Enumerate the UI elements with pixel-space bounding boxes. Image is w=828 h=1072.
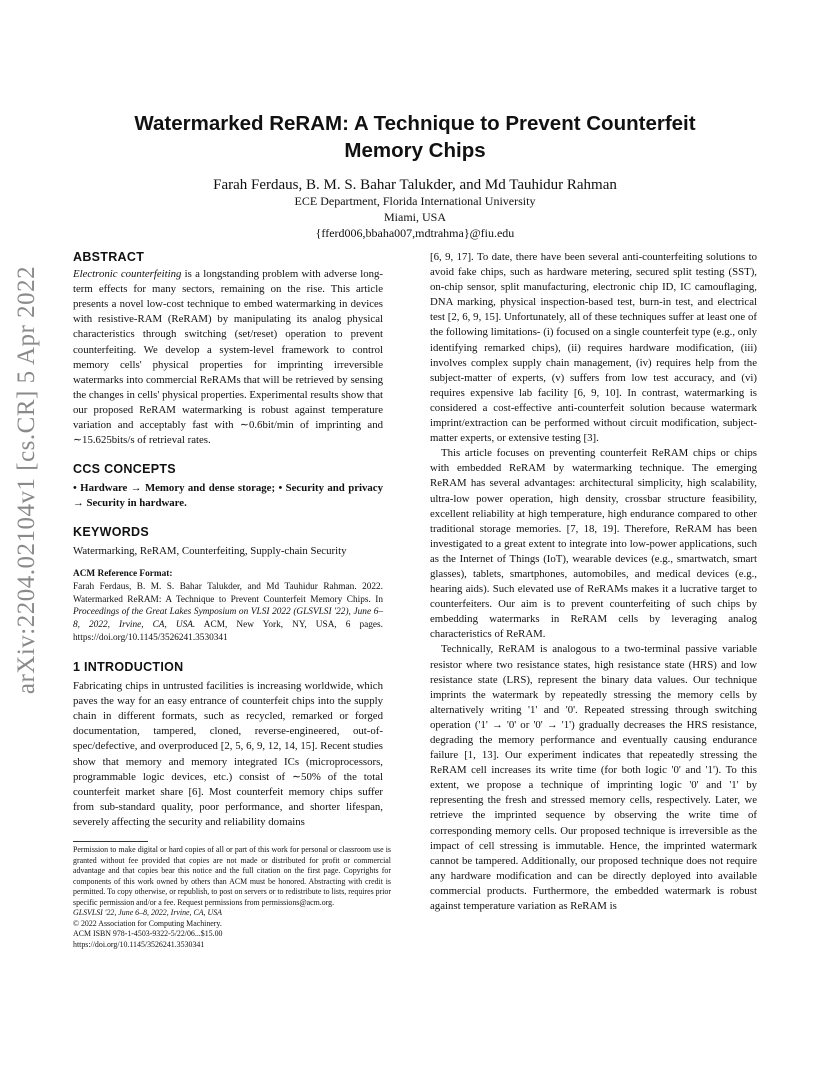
title-line-2: Memory Chips [344, 139, 486, 162]
footnote-isbn: ACM ISBN 978-1-4503-9322-5/22/06...$15.00 [73, 929, 223, 938]
paper-title [80, 110, 750, 164]
introduction-paragraph: Fabricating chips in untrusted facilities is increasing worldwide, which paves the way for an easy entrance of counterfeit chips into the supply chain in different formats, such as recycled, remarked or forged documentation, tampered, cloned, reverse-engineered, out-of-spec/defective, and overproduced [2, 5, 6, 9, 12, 14, 15]. Recent studies show that memory and memory integrated ICs (microprocessors, programmable logic devices, etc.) consist of ∼50% of the total counterfeit market share [6]. Most counterfeit memory chips suffer from sub-standard quality, poor performance, and shorter lifespan, severely affecting the security and reliability domains [73, 680, 383, 828]
ccs-text: • Hardware → Memory and dense storage; • Security and privacy → Security in hardware. [73, 482, 383, 510]
introduction-heading: 1 INTRODUCTION [73, 660, 184, 674]
acm-reference-venue: Proceedings of the Great Lakes Symposium on VLSI 2022 (GLSVLSI '22), June 6–8, 2022, Irvine, CA, USA. [73, 607, 383, 631]
keywords-heading: KEYWORDS [73, 525, 150, 539]
footnote-venue: GLSVLSI '22, June 6–8, 2022, Irvine, CA, USA [73, 908, 222, 917]
authors: Farah Ferdaus, B. M. S. Bahar Talukder, and Md Tauhidur Rahman [213, 177, 617, 193]
right-column [430, 250, 757, 914]
keywords-text: Watermarking, ReRAM, Counterfeiting, Supply-chain Security [73, 545, 347, 558]
acm-reference-heading: ACM Reference Format: [73, 569, 173, 579]
footnote-doi: https://doi.org/10.1145/3526241.3530341 [73, 939, 205, 949]
footnote-rule [73, 841, 148, 842]
acm-reference [73, 568, 383, 645]
footnote-copyright: © 2022 Association for Computing Machinery. [73, 918, 222, 928]
abstract-section [73, 250, 383, 448]
abstract-text: is a longstanding problem with adverse long-term effects for many sectors, remaining on the rise. This article presents a novel low-cost technique to embed watermarking in devices with resistive-RAM (ReRAM) by manipulating its analog physical characteristics through switching (set/reset) operation to prevent counterfeiting. We develop a system-level framework to control memory cells' physical properties for imprinting irreversible watermarks into commercial ReRAMs that will be retrieved by sensing the changes in cells' physical properties. Experimental results show that our proposed ReRAM watermarking is robust against temperature variation and acceptably fast with ∼0.6bit/min of imprinting and ∼15.625bits/s of retrieval rates. [73, 268, 383, 447]
right-paragraph-1: [6, 9, 17]. To date, there have been several anti-counterfeiting solutions to avoid fake chips, such as hardware metering, secured split testing (SST), on-chip sensor, split manufacturing, electronic chip ID, IC camouflaging, DNA marking, physical inspection-based test, burn-in test, and electrical test [2, 6, 9, 15]. Unfortunately, all of these techniques suffer at least one of the following limitations- (i) focused on a single counterfeit type (e.g., only identifying remarked chips), (ii) requires hardware modification, (iii) involves complex supply chain management, (iv) requires help from the subject-matter of experts, (v) suffers from low test accuracy, and (vi) requires expensive lab facility [6, 9, 10]. In contrast, watermarking is considered a cost-effective anti-counterfeit solution because watermark imprint/extraction can be performed without circuit modification, subject-matter experts, or extensive testing [3]. [430, 251, 757, 445]
keywords-section [73, 525, 383, 559]
email: {fferd006,bbaha007,mdtrahma}@fiu.edu [315, 226, 515, 240]
title-line-1: Watermarked ReRAM: A Technique to Prevent Counterfeit [134, 112, 696, 135]
acm-reference-text2: ACM, New York, NY, USA, 6 pages. https://doi.org/10.1145/3526241.3530341 [73, 620, 383, 643]
ccs-heading: CCS CONCEPTS [73, 462, 176, 476]
right-paragraph-3: Technically, ReRAM is analogous to a two-terminal passive variable resistor where two resistance states, high resistance state (HRS) and low resistance state (LRS), represent the binary data values. Our technique imprints the watermark by repeatedly stressing the memory cells by alternatively writing '1' and '0'. Repeated stressing through switching operation ('1' → '0' or '0' → '1') gradually decreases the HRS resistance, degrading the memory performance and eventually causing endurance failure [1, 13]. Our experiment indicates that repeatedly stressing the ReRAM cell increases its write time (for both logic '0' and '1'). To this extent, we propose a technique of imprinting logic '0' and '1' by representing the fresh and stressed memory cells, respectively. Later, we retrieve the imprinted sequence by observing the write time of corresponding memory cells. Our proposed technique is irreversible as the impact of cell stressing is immutable. Hence, the imprinted watermark cannot be tampered. Additionally, our proposed technique does not require any hardware modification and can be directly deployed into available commercial products. Furthermore, the embedded watermark is robust against temperature variation as ReRAM is [430, 643, 757, 913]
acm-reference-text1: Farah Ferdaus, B. M. S. Bahar Talukder, and Md Tauhidur Rahman. 2022. Watermarked ReRAM: A Technique to Prevent Counterfeit Memory Chips. In [73, 581, 383, 605]
arxiv-identifier: arXiv:2204.02104v1 [cs.CR] 5 Apr 2022 [13, 265, 40, 695]
footnote [73, 845, 391, 950]
permission-notice: Permission to make digital or hard copies of all or part of this work for personal or classroom use is granted without fee provided that copies are not made or distributed for profit or commercial advantage and that copies bear this notice and the full citation on the first page. Copyrights for components of this work owned by others than ACM must be honored. Abstracting with credit is permitted. To copy otherwise, or republish, to post on servers or to redistribute to lists, requires prior specific permission and/or a fee. Request permissions from permissions@acm.org. [73, 845, 391, 907]
location: Miami, USA [383, 210, 446, 224]
right-paragraph-2: This article focuses on preventing counterfeit ReRAM chips or chips with embedded ReRAM by watermarking technique. The emerging ReRAM has several advantages: architectural simplicity, high scalability, ultra-low power operation, high density, crossbar structure feasibility, excellent reliability at high temperature, high endurance compared to other traditional storage memories. [7, 18, 19]. Therefore, ReRAM has been investigated to a great extent to integrate into low-power applications, such as the Internet of Things (IoT), wearable devices (e.g., smartwatch, smart glasses), tablets, smartphones, automobiles, and medical devices (e.g., hearing aids). Such elevated use of ReRAMs makes it a lucrative target to counterfeiters. Our aim is to prevent counterfeiting of such chips by embedding watermarks in ReRAM cells by leveraging analog characteristics of ReRAM. [430, 447, 757, 641]
affiliation: ECE Department, Florida International University [294, 194, 536, 208]
ccs-section [73, 462, 383, 511]
abstract-heading: ABSTRACT [73, 250, 145, 264]
abstract-lead: Electronic counterfeiting [73, 268, 182, 281]
introduction-section [73, 660, 383, 830]
